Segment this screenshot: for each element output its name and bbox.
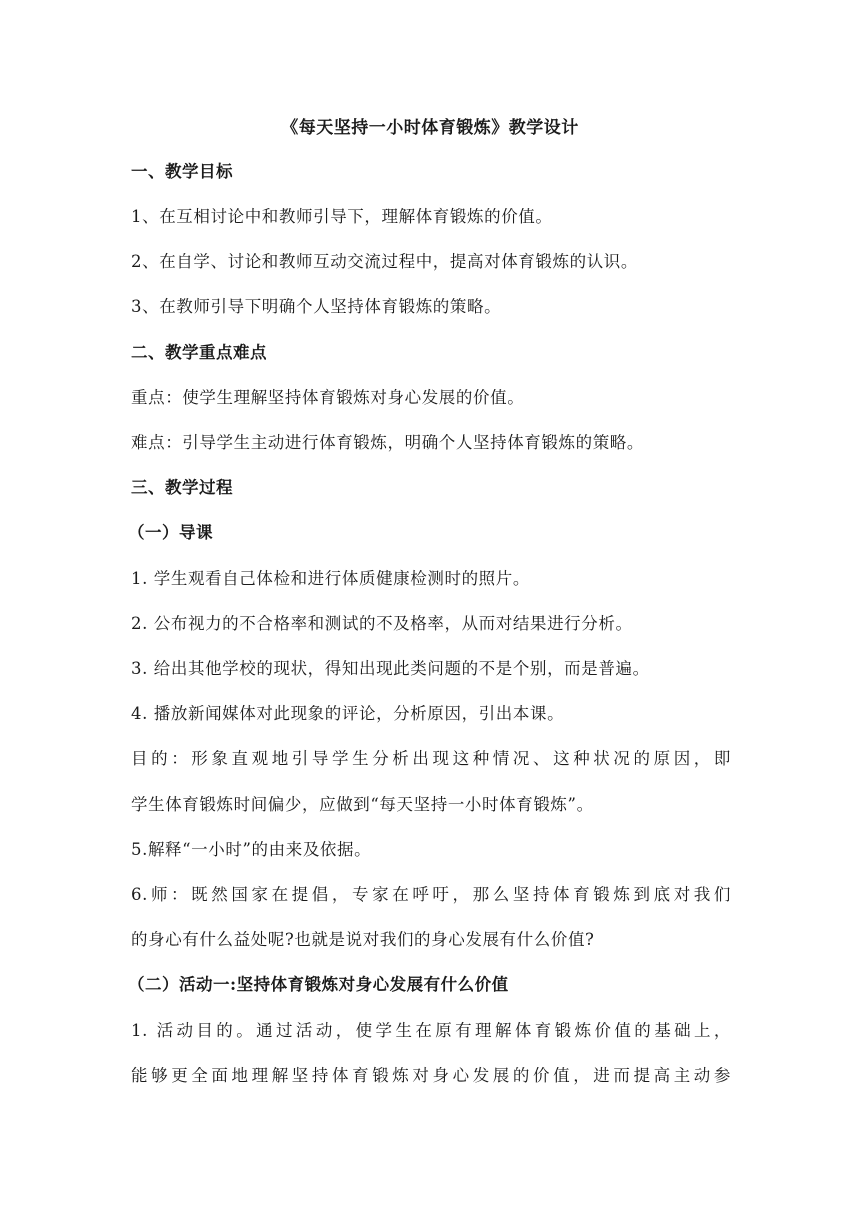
intro-step-4: 4. 播放新闻媒体对此现象的评论，分析原因，引出本课。 — [131, 704, 565, 723]
intro-step-3: 3. 给出其他学校的现状，得知出现此类问题的不是个别，而是普遍。 — [131, 659, 650, 678]
activity-1-item-1-line-2: 能够更全面地理解坚持体育锻炼对身心发展的价值，进而提高主动参 — [131, 1066, 731, 1085]
intro-step-6-line-1: 6.师：既然国家在提倡，专家在呼吁，那么坚持体育锻炼到底对我们 — [131, 885, 731, 904]
document-title: 《每天坚持一小时体育锻炼》教学设计 — [281, 118, 579, 138]
section-heading-process: 三、教学过程 — [131, 478, 233, 497]
intro-step-1: 1. 学生观看自己体检和进行体质健康检测时的照片。 — [131, 569, 530, 588]
intro-step-5: 5.解释“一小时”的由来及依据。 — [131, 840, 372, 859]
objective-item-2: 2、在自学、讨论和教师互动交流过程中，提高对体育锻炼的认识。 — [131, 252, 638, 271]
intro-step-6-line-2: 的身心有什么益处呢?也就是说对我们的身心发展有什么价值? — [131, 930, 595, 949]
purpose-text-line-1: 目的：形象直观地引导学生分析出现这种情况、这种状况的原因，即 — [131, 749, 731, 768]
intro-step-2: 2. 公布视力的不合格率和测试的不及格率，从而对结果进行分析。 — [131, 614, 633, 633]
subsection-heading-intro: （一）导课 — [128, 523, 213, 542]
objective-item-1: 1、在互相讨论中和教师引导下，理解体育锻炼的价值。 — [131, 207, 553, 226]
section-heading-key-points: 二、教学重点难点 — [131, 343, 267, 362]
objective-item-3: 3、在教师引导下明确个人坚持体育锻炼的策略。 — [131, 297, 502, 316]
key-point-text: 重点：使学生理解坚持体育锻炼对身心发展的价值。 — [131, 388, 525, 407]
purpose-text-line-2: 学生体育锻炼时间偏少，应做到“每天坚持一小时体育锻炼”。 — [131, 795, 594, 814]
subsection-heading-activity-1: （二）活动一:坚持体育锻炼对身心发展有什么价值 — [128, 975, 509, 994]
difficulty-text: 难点：引导学生主动进行体育锻炼，明确个人坚持体育锻炼的策略。 — [131, 433, 644, 452]
activity-1-item-1-line-1: 1. 活动目的。通过活动，使学生在原有理解体育锻炼价值的基础上， — [131, 1021, 731, 1040]
section-heading-objectives: 一、教学目标 — [131, 162, 233, 181]
